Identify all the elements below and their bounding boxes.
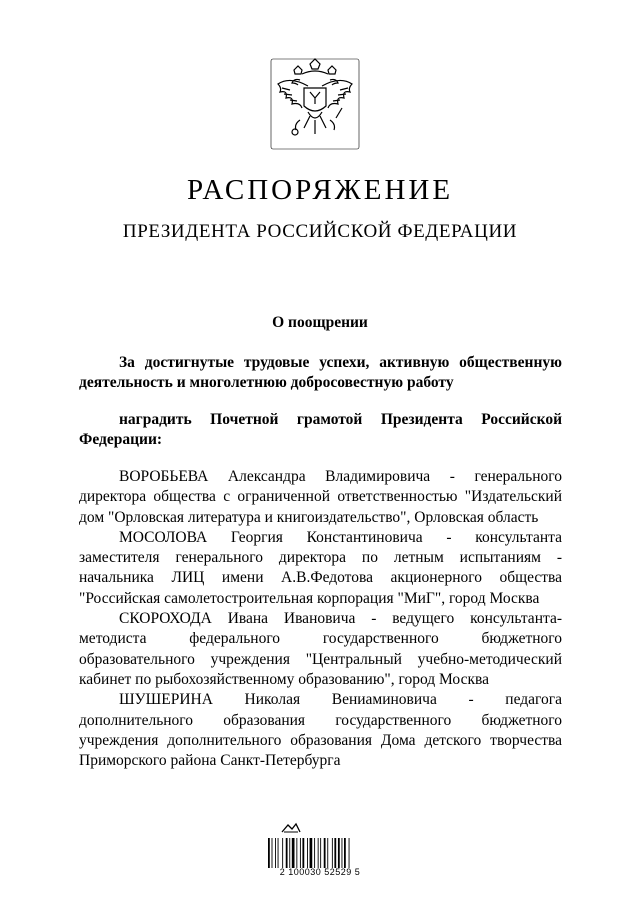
list-item: ВОРОБЬЕВА Александра Владимировича - генерального директора общества с ограниченной ответственностью "Издательский дом "Орловская литература и книгоиздательство", Орловская область (79, 468, 562, 526)
barcode-number: 2 100030 52529 5 (279, 867, 361, 877)
list-item: МОСОЛОВА Георгия Константиновича - консультанта заместителя генерального директора по летным испытаниям - начальника ЛИЦ имени А.В.Федотова акционерного общества "Российская самолетостроительная корпорация "МиГ", город Москва (79, 528, 562, 607)
printer-mark-icon (280, 822, 302, 834)
document-subtitle: ПРЕЗИДЕНТА РОССИЙСКОЙ ФЕДЕРАЦИИ (122, 221, 518, 242)
barcode-icon (267, 838, 371, 868)
russian-coat-of-arms-icon (270, 58, 360, 150)
list-item: ШУШЕРИНА Николая Вениаминовича - педагога дополнительного образования государственного бюджетного учреждения дополнительного образования Дома детского творчества Приморского района Санкт-Петербурга (79, 691, 562, 770)
award-paragraph: наградить Почетной грамотой Президента Российской Федерации: (79, 411, 562, 449)
document-subject: О поощрении (272, 314, 368, 331)
list-item: СКОРОХОДА Ивана Ивановича - ведущего консультанта-методиста федерального государственного бюджетного образовательного учреждения "Центральный учебно-методический кабинет по рыбохозяйственному образованию", город Москва (79, 610, 562, 688)
intro-paragraph: За достигнутые трудовые успехи, активную общественную деятельность и многолетнюю добросовестную работу (79, 354, 562, 392)
document-title: РАСПОРЯЖЕНИЕ (186, 174, 454, 206)
awardee-list (79, 467, 562, 771)
